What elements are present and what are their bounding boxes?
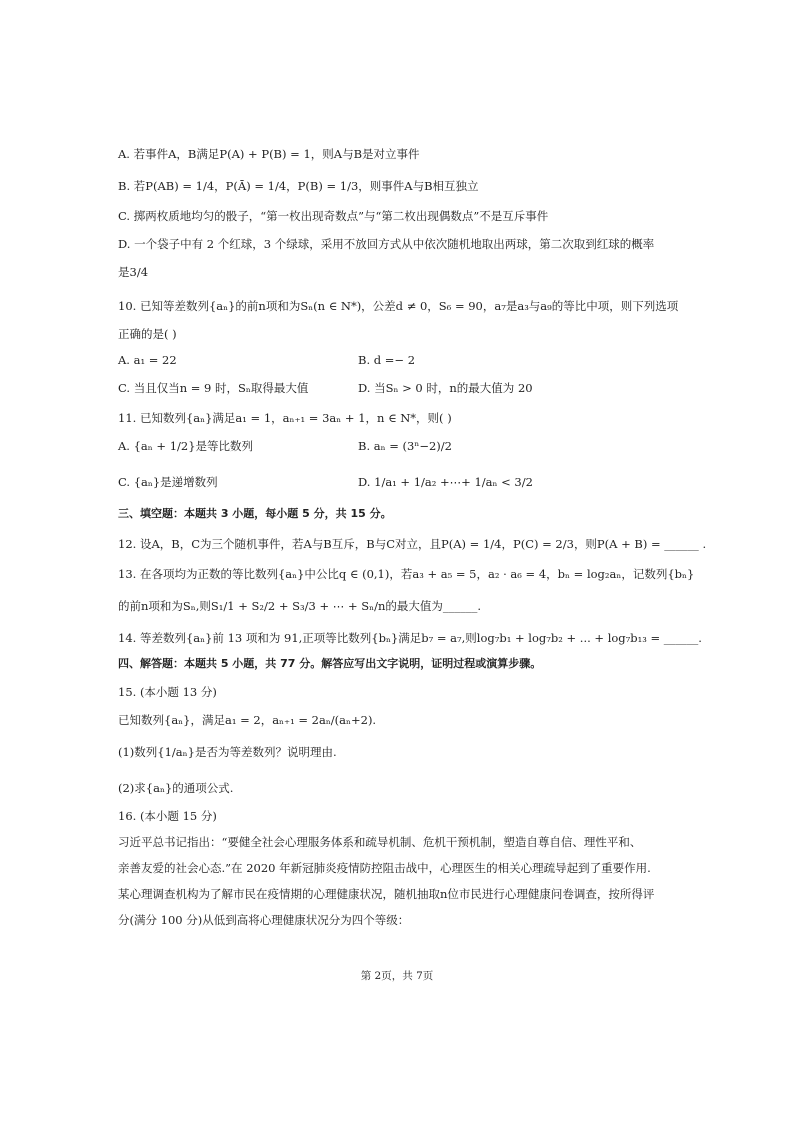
option-left: C. {aₙ}是递增数列 <box>118 475 218 489</box>
text-line: 10. 已知等差数列{aₙ}的前n项和为Sₙ(n ∈ N*)，公差d ≠ 0，S₆ = 90，a₇是a₃与a₉的等比中项，则下列选项 <box>118 299 679 313</box>
option-left: C. 当且仅当n = 9 时，Sₙ取得最大值 <box>118 381 309 395</box>
text-line: 四、解答题：本题共 5 小题，共 77 分。解答应写出文字说明，证明过程或演算步骤。 <box>118 657 542 670</box>
text-line: A. 若事件A，B满足P(A) + P(B) = 1，则A与B是对立事件 <box>118 147 420 161</box>
text-line: B. 若P(AB) = 1/4，P(Ā) = 1/4，P(B) = 1/3，则事件A与B相互独立 <box>118 179 479 193</box>
text-line: 正确的是( ) <box>118 327 177 341</box>
text-line: 某心理调查机构为了解市民在疫情期的心理健康状况，随机抽取n位市民进行心理健康问卷调查，按所得评 <box>118 887 655 901</box>
option-right: B. d =− 2 <box>358 353 416 367</box>
text-line: (1)数列{1/aₙ}是否为等差数列？说明理由. <box>118 745 337 759</box>
text-line: (2)求{aₙ}的通项公式. <box>118 781 234 795</box>
text-line: 13. 在各项均为正数的等比数列{aₙ}中公比q ∈ (0,1)，若a₃ + a₅ = 5，a₂ · a₆ = 4，bₙ = log₂aₙ，记数列{bₙ} <box>118 567 695 581</box>
text-line: 11. 已知数列{aₙ}满足a₁ = 1，aₙ₊₁ = 3aₙ + 1，n ∈ N*，则( ) <box>118 411 452 425</box>
text-line: D. 一个袋子中有 2 个红球，3 个绿球，采用不放回方式从中依次随机地取出两球，第二次取到红球的概率 <box>118 237 655 251</box>
page-footer: 第 2页，共 7页 <box>360 970 434 982</box>
text-line: 亲善友爱的社会心态.”在 2020 年新冠肺炎疫情防控阻击战中，心理医生的相关心理疏导起到了重要作用. <box>118 861 651 875</box>
text-line: 习近平总书记指出：“要健全社会心理服务体系和疏导机制、危机干预机制，塑造自尊自信、理性平和、 <box>118 835 642 849</box>
text-line: 15. (本小题 13 分) <box>118 685 217 699</box>
option-right: B. aₙ = (3ⁿ−2)/2 <box>358 439 452 453</box>
text-line: 12. 设A，B，C为三个随机事件，若A与B互斥，B与C对立，且P(A) = 1/4，P(C) = 2/3，则P(A + B) = ______ . <box>118 537 707 551</box>
option-right: D. 当Sₙ > 0 时，n的最大值为 20 <box>358 381 533 395</box>
text-line: 是3/4 <box>118 265 149 279</box>
option-right: D. 1/a₁ + 1/a₂ +⋯+ 1/aₙ < 3/2 <box>358 475 533 489</box>
text-line: 分(满分 100 分)从低到高将心理健康状况分为四个等级： <box>118 913 410 927</box>
text-line: 三、填空题：本题共 3 小题，每小题 5 分，共 15 分。 <box>118 507 392 520</box>
text-line: 14. 等差数列{aₙ}前 13 项和为 91,正项等比数列{bₙ}满足b₇ = a₇,则log₇b₁ + log₇b₂ + ... + log₇b₁₃ = ______. <box>118 631 702 645</box>
option-left: A. a₁ = 22 <box>118 353 177 367</box>
text-line: C. 掷两枚质地均匀的骰子，“第一枚出现奇数点”与“第二枚出现偶数点”不是互斥事件 <box>118 209 549 223</box>
option-left: A. {aₙ + 1/2}是等比数列 <box>118 439 254 453</box>
text-line: 16. (本小题 15 分) <box>118 809 217 823</box>
text-line: 已知数列{aₙ}，满足a₁ = 2，aₙ₊₁ = 2aₙ/(aₙ+2). <box>118 713 377 727</box>
text-line: 的前n项和为Sₙ,则S₁/1 + S₂/2 + S₃/3 + ⋯ + Sₙ/n的最大值为______. <box>118 599 482 613</box>
